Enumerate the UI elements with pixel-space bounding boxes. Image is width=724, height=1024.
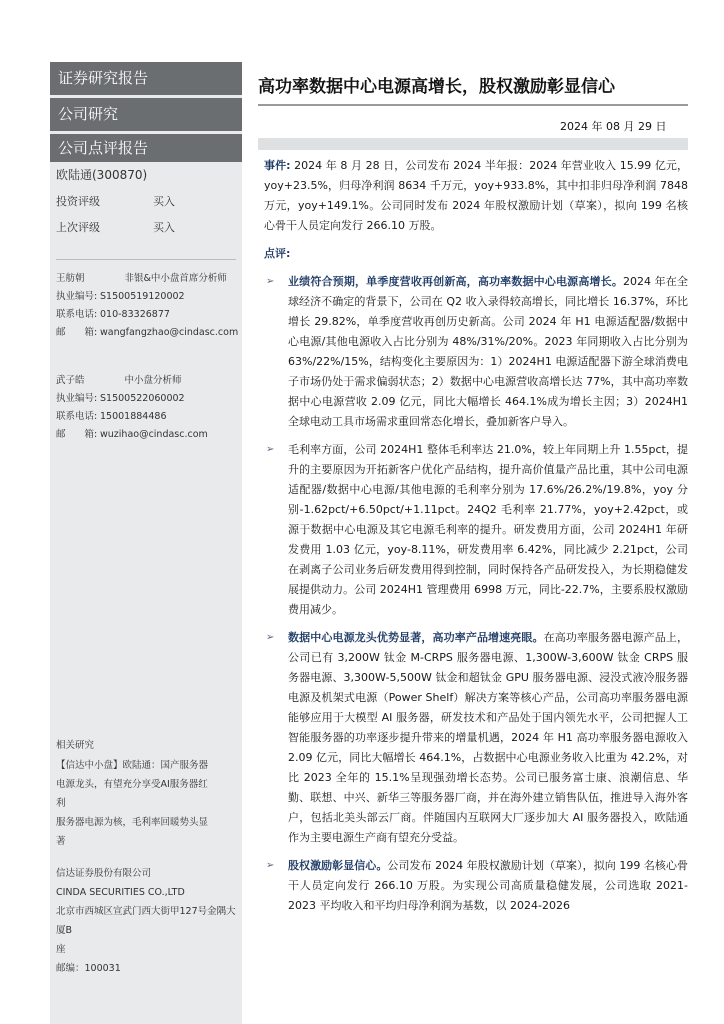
analyst-phone: 010-83326877	[100, 309, 170, 320]
analyst-name: 王舫朝	[56, 273, 85, 284]
bullet-text: 公司发布 2024 年股权激励计划（草案），拟向 199 名核心骨干人员定向发行 266.10 万股。为实现公司高质量稳健发展，公司选取 2021-2023 平均收入和平均归母净利润为基数，以 2024-2026	[288, 859, 688, 912]
company-name-en: CINDA SECURITIES CO.,LTD	[56, 887, 185, 898]
comment-label: 点评:	[264, 247, 291, 260]
bullet-lead: 股权激励彰显信心。	[288, 859, 388, 872]
cert-label: 执业编号:	[56, 393, 98, 404]
rating-value: 买入	[153, 195, 175, 208]
analyst-email[interactable]: wuzihao@cindasc.com	[100, 429, 208, 440]
header-band	[258, 138, 688, 150]
company-name: 信达证券股份有限公司	[56, 868, 152, 879]
related-item[interactable]: 著	[56, 836, 66, 847]
related-research	[56, 736, 238, 851]
bullet-item	[264, 856, 688, 916]
company-postcode: 邮编：100031	[56, 963, 121, 974]
analyst-cert: S1500519120002	[100, 291, 185, 302]
related-title: 相关研究	[56, 740, 95, 751]
related-item[interactable]: 电源龙头，有望充分享受AI服务器红	[56, 779, 208, 790]
company-info	[56, 864, 238, 978]
report-date: 2024 年 08 月 29 日	[560, 120, 667, 133]
bullet-text: 毛利率方面，公司 2024H1 整体毛利率达 21.0%，较上年同期上升 1.55pct，提升的主要原因为开拓新客户优化产品结构，提升高价值量产品比重，其中公司电源适配器/数据中心电源/其他电源的毛利率分别为 17.6%/26.2%/19.8%，yoy 分别-1.62pct/+6.50pct/+1.11pct。24Q2 毛利率 21.77%，yoy+2.42pct，或源于数据中心电源及其它电源毛利率的提升。研发费用方面，公司 2024H1 年研发费用 1.03 亿元，yoy-8.11%，研发费用率 6.42%，同比减少 2.21pct，公司在剥离子公司业务后研发费用得到控制，同时保持各产品研发投入，为长期稳健发展提供动力。公司 2024H1 管理费用 6998 万元，同比-22.7%，主要系股权激励费用减少。	[288, 443, 688, 616]
event-text: 2024 年 8 月 28 日，公司发布 2024 半年报：2024 年营业收入 15.99 亿元，yoy+23.5%，归母净利润 8634 千万元，yoy+933.8%，其中扣非归母净利润 7848 万元，yoy+149.1%。公司同时发布 2024 年股权激励计划（草案），拟向 199 名核心骨干人员定向发行 266.10 万股。	[264, 159, 688, 232]
sidebar	[50, 62, 242, 1024]
event-paragraph	[264, 156, 688, 236]
analyst-title: 中小盘分析师	[124, 375, 182, 386]
event-label: 事件:	[264, 159, 291, 172]
stock-name: 欧陆通(300870)	[56, 168, 148, 182]
bullet-text: 在高功率服务器电源产品上，公司已有 3,200W 钛金 M-CRPS 服务器电源、1,300W-3,600W 钛金 CRPS 服务器电源、3,300W-5,500W 钛金和超钛金 GPU 服务器电源、浸没式液冷服务器电源及机架式电源（Power Shelf）解决方案等核心产品，公司高功率服务器电源能够应用于大模型 AI 服务器，研发技术和产品处于国内领先水平，公司把握人工智能服务器的功率逐步提升带来的增量机遇，2024 年 H1 高功率服务器电源收入 2.09 亿元，同比大幅增长 464.1%，占数据中心电源业务收入比重为 42.2%，对比 2023 全年的 15.1%呈现强劲增长态势。公司已服务富士康、浪潮信息、华勤、联想、中兴、新华三等服务器厂商，并在海外建立销售队伍，推进导入海外客户，包括北美头部云厂商。伴随国内互联网大厂逐步加大 AI 服务器投入，欧陆通作为主要电源生产商有望充分受益。	[288, 631, 689, 844]
bullet-text: 2024 年在全球经济不确定的背景下，公司在 Q2 收入录得较高增长，同比增长 16.37%，环比增长 29.82%，单季度营收再创历史新高。公司 2024 年 H1 电源适配器/数据中心电源/其他电源收入占比分别为 48%/31%/20%。2023 年同期收入占比分别为 63%/22%/15%，结构变化主要原因为：1）2024H1 电源适配器下游全球消费电子市场仍处于需求偏弱状态；2）数据中心电源营收高增长达 77%，其中高功率数据中心电源营收 2.09 亿元，同比大幅增长 464.1%成为增长主因；3）2024H1 全球电动工具市场需求重回常态化增长，叠加新客户导入。	[288, 275, 688, 428]
report-category: 公司研究	[50, 98, 242, 131]
analyst-phone: 15001884486	[100, 411, 167, 422]
report-sub-category: 公司点评报告	[50, 134, 242, 162]
prev-rating-label: 上次评级	[56, 221, 100, 234]
main-content	[264, 156, 688, 916]
analyst-2	[50, 372, 242, 444]
phone-label: 联系电话:	[56, 411, 98, 422]
analyst-email[interactable]: wangfangzhao@cindasc.com	[100, 327, 239, 338]
arrow-bullet-icon: ➢	[266, 632, 275, 643]
related-item[interactable]: 服务器电源为核，毛利率回暖势头显	[56, 817, 209, 828]
analyst-title: 非银&中小盘首席分析师	[124, 273, 227, 284]
email-label: 邮 箱:	[56, 429, 98, 440]
report-title: 高功率数据中心电源高增长，股权激励彰显信心	[258, 77, 615, 97]
title-rule	[258, 104, 688, 106]
analyst-1	[50, 270, 242, 342]
arrow-bullet-icon: ➢	[266, 276, 275, 287]
bullet-item	[264, 440, 688, 620]
rating-label: 投资评级	[56, 195, 100, 208]
email-label: 邮 箱:	[56, 327, 98, 338]
prev-rating-value: 买入	[153, 221, 175, 234]
bullet-lead: 数据中心电源龙头优势显著，高功率产品增速亮眼。	[288, 631, 544, 644]
related-item[interactable]: 利	[56, 798, 66, 809]
arrow-bullet-icon: ➢	[266, 860, 275, 871]
company-address-cont: 座	[56, 944, 66, 955]
previous-rating	[50, 215, 242, 241]
analyst-cert: S1500522060002	[100, 393, 185, 404]
bullet-lead: 业绩符合预期，单季度营收再创新高，高功率数据中心电源高增长。	[288, 275, 623, 288]
related-item[interactable]: 【信达中小盘】欧陆通：国产服务器	[56, 760, 209, 771]
company-address: 北京市西城区宣武门西大街甲127号金隅大厦B	[56, 906, 236, 936]
report-type: 证券研究报告	[50, 62, 242, 95]
bullet-item	[264, 628, 688, 848]
investment-rating	[50, 189, 242, 215]
phone-label: 联系电话:	[56, 309, 98, 320]
sidebar-divider	[56, 259, 236, 260]
analyst-name: 武子皓	[56, 375, 85, 386]
cert-label: 执业编号:	[56, 291, 98, 302]
bullet-item	[264, 272, 688, 432]
arrow-bullet-icon: ➢	[266, 444, 275, 455]
